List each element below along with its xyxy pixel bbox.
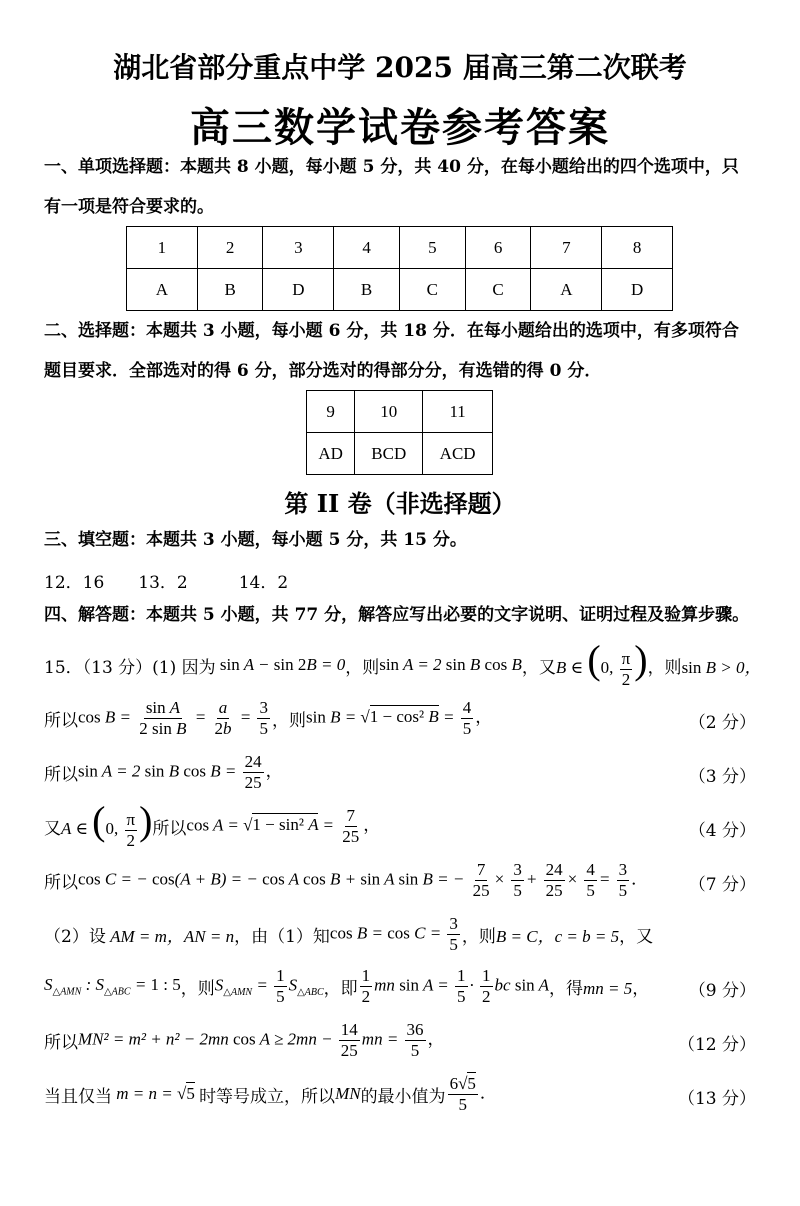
question-number: 10 [355, 391, 423, 433]
table-row [127, 227, 673, 269]
text-last-b: 时等号成立，所以 [199, 1086, 336, 1107]
formula: mn = 5， [583, 978, 650, 998]
formula: $S_{\triangle AMN}$ : $S_{\triangle ABC} = 1$ : 5 [44, 974, 181, 998]
text-last-a: 当且仅当 [44, 1086, 112, 1107]
question-number: 1 [127, 227, 198, 269]
section3-intro: 三、填空题：本题共 3 小题，每小题 5 分，共 15 分。 [44, 530, 467, 550]
formula: B ∈ (0, $\frac{\pi}{2}$ ) [555, 637, 648, 689]
answer-cell: D [263, 269, 334, 311]
section2-intro-b: 题目要求．全部选对的得 6 分，部分选对的得部分分，有选错的得 0 分． [44, 361, 602, 381]
formula: cos C = − cos(A + B) = − cos A cos B + sin A sin B = − $\frac{7}{25}$ × $\frac{3}{5}$ + $\frac{24}{25}$ × $\frac{4}{5}$ = $\frac{3}{5}$ ． [78, 859, 649, 900]
text-suoyi: 所以 [152, 818, 187, 839]
question-number: 4 [334, 227, 400, 269]
text-suoyi: 所以 [44, 872, 78, 893]
formula: cos A = √1 − sin² A = $\frac{7}{25}$ ， [186, 805, 381, 846]
solution-line-9 [44, 1074, 497, 1114]
score-mark: （3 分） [688, 767, 756, 787]
answer-cell: D [602, 269, 673, 311]
formula: $S_{\triangle AMN}$ = $\frac{1}{5}$ $S_{\triangle ABC}$ [214, 965, 324, 1006]
text-then: ，则 [647, 657, 682, 678]
question-number: 11 [423, 391, 493, 433]
solution-line-2 [44, 698, 492, 738]
section1-intro-b-row [44, 197, 214, 217]
question-number: 9 [307, 391, 355, 433]
section4-intro-row [44, 605, 749, 625]
exam-title: 湖北省部分重点中学 2025 届高三第二次联考 [113, 51, 687, 84]
answer-cell: C [399, 269, 465, 311]
table-row [127, 269, 673, 311]
text-suoyi: 所以 [44, 1032, 78, 1053]
answer-cell: ACD [423, 433, 493, 475]
text-suoyi: 所以 [44, 710, 78, 731]
section1-intro-a: 一、单项选择题：本题共 8 小题，每小题 5 分，共 40 分，在每小题给出的四个选项中，只 [44, 157, 739, 177]
part2-title: 第 II 卷（非选择题） [284, 489, 516, 518]
formula: sin A = 2 sin B cos B = $\frac{24}{25}$ ， [78, 751, 283, 792]
section2-intro-a: 二、选择题：本题共 3 小题，每小题 6 分，共 18 分．在每小题给出的选项中，有多项符合 [44, 321, 739, 341]
text-then: ，则 [345, 657, 380, 678]
text-de: ，得 [549, 978, 583, 999]
section3-intro-row [44, 530, 467, 550]
answer-cell: A [531, 269, 602, 311]
solution-line-8 [44, 1020, 445, 1060]
question-number: 8 [602, 227, 673, 269]
question-number: 7 [531, 227, 602, 269]
formula: m = n = √5 [112, 1084, 195, 1103]
solution-line-5 [44, 860, 648, 900]
score-mark: （13 分） [677, 1089, 756, 1109]
solution-line-6 [44, 914, 653, 954]
formula: MN [335, 1084, 361, 1103]
score-mark: （2 分） [688, 713, 756, 733]
formula: $\frac{1}{2}$ mn sin A = $\frac{1}{5}$ · $\frac{1}{2}$ bc sin A [361, 965, 549, 1006]
question-number: 5 [399, 227, 465, 269]
formula: sin B > 0， [681, 657, 762, 677]
text-by1: ，由（1）知 [234, 926, 330, 947]
text-you: 又 [44, 818, 61, 839]
text-then: ，则 [461, 926, 496, 947]
answer-cell: AD [307, 433, 355, 475]
section2-intro [44, 321, 739, 341]
answer-cell: C [465, 269, 531, 311]
formula: sin A − sin 2B = 0 [219, 655, 346, 674]
table-row [307, 391, 493, 433]
text-last-c: 的最小值为 [360, 1086, 446, 1107]
score-mark: （9 分） [688, 981, 756, 1001]
formula: sin B = √1 − cos² B = $\frac{4}{5}$ ， [305, 697, 493, 738]
answer-key-title: 高三数学试卷参考答案 [190, 104, 610, 151]
formula: MN² = m² + n² − 2mn cos A ≥ 2mn − $\frac{14}{25}$ mn = $\frac{36}{5}$ ， [78, 1019, 445, 1060]
solution-line-1 [44, 637, 762, 689]
section2-intro-b-row [44, 361, 601, 381]
score-mark: （12 分） [677, 1035, 756, 1055]
single-choice-answer-table [126, 226, 673, 311]
solution-line-4 [44, 798, 381, 850]
text-then: ，则 [271, 710, 306, 731]
text-part2: （2）设 [44, 926, 106, 947]
text-also: ，又 [619, 926, 654, 947]
solution-line-7 [44, 966, 649, 1006]
section4-intro: 四、解答题：本题共 5 小题，共 77 分，解答应写出必要的文字说明、证明过程及验算步骤。 [44, 605, 750, 625]
text-also: ，又 [521, 657, 556, 678]
solution-line-3 [44, 752, 283, 792]
text-then: ，则 [180, 978, 215, 999]
formula: cos B = cos C = $\frac{3}{5}$ [329, 913, 458, 954]
answer-cell: A [127, 269, 198, 311]
question-number: 2 [197, 227, 263, 269]
text-suoyi: 所以 [44, 764, 78, 785]
formula: $\frac{6√5}{5}$ ． [449, 1073, 497, 1114]
table-row [307, 433, 493, 475]
answer-cell: B [334, 269, 400, 311]
formula: A ∈ (0, $\frac{\pi}{2}$ ) [61, 798, 153, 850]
multi-choice-answer-table [306, 390, 493, 475]
formula: B = C，c = b = 5 [495, 926, 620, 946]
answer-cell: BCD [355, 433, 423, 475]
question-number: 3 [263, 227, 334, 269]
score-mark: （4 分） [688, 821, 756, 841]
formula: cos B = $\frac{\text{sin A}}{\text{2 sin B}}$ = $\frac{a}{2b}$ = $\frac{3}{5}$ [78, 697, 268, 738]
formula: AM = m，AN = n [105, 926, 235, 946]
score-mark: （7 分） [688, 875, 756, 895]
formula: sin A = 2 sin B cos B [379, 655, 522, 674]
question-number: 6 [465, 227, 531, 269]
section1-intro-b: 有一项是符合要求的。 [44, 197, 214, 217]
fill-blank-answers: 12．16 13．2 14．2 [44, 573, 289, 593]
problem-15-label: 15．（13 分）(1) 因为 [44, 657, 216, 678]
text-ji: ，即 [323, 978, 358, 999]
section1-intro [44, 157, 739, 177]
answer-cell: B [197, 269, 263, 311]
